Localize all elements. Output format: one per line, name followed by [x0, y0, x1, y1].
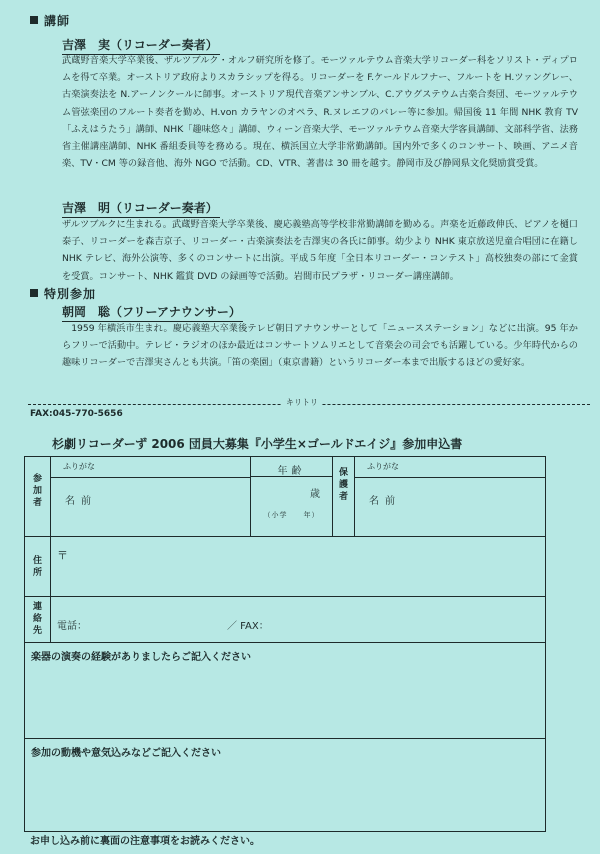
- address-label-text: 住所: [32, 556, 42, 578]
- square-bullet-icon: [30, 16, 38, 24]
- special-heading-text: 特別参加: [44, 287, 97, 301]
- special-heading: [30, 285, 96, 302]
- participant-name-cell[interactable]: [51, 457, 251, 537]
- tel-label: 電話：: [57, 621, 87, 632]
- contact-field[interactable]: [51, 597, 546, 643]
- special-guest-name: 朝岡 聡（フリーアナウンサー）: [62, 303, 243, 322]
- guardian-label: [333, 457, 355, 537]
- age-cell[interactable]: [251, 457, 333, 537]
- participant-label-text: 参加者: [32, 474, 42, 508]
- guardian-name-cell[interactable]: [355, 457, 546, 537]
- age-label: 年齢: [251, 457, 332, 477]
- contact-label-text: 連絡先: [32, 602, 42, 636]
- motivation-prompt: 参加の動機や意気込みなどご記入ください: [31, 748, 221, 759]
- experience-field[interactable]: [25, 643, 546, 739]
- address-field[interactable]: [51, 537, 546, 597]
- instructor-1-name: 吉澤 実（リコーダー奏者）: [62, 36, 220, 55]
- guardian-name-label: 名前: [369, 496, 401, 507]
- instructor-2-bio: ザルツブルクに生まれる。武蔵野音楽大学卒業後、慶応義塾高等学校非常勤講師を勤める。声楽を近藤政伸氏、ピアノを樋口泰子、リコーダーを森吉京子、リコーダー・古楽演奏法を吉澤実の各氏に師事。幼少より NHK 東京放送児童合唱団に在籍し NHK テレビ、海外公演等、多くのコンサートに出演。平成５年度「全日本リコーダー・コンテスト」高校独奏の部にて金賞を受賞。コンサート、NHK 鑑賞 DVD の録画等で活動。岩間市民プラザ・リコーダー講座講師。: [62, 219, 578, 282]
- age-unit: 歳: [310, 489, 320, 500]
- address-label: [25, 537, 51, 597]
- participant-furigana-label: ふりがな: [51, 457, 250, 478]
- square-bullet-icon: [30, 289, 38, 297]
- cut-line-label: キリトリ: [282, 397, 322, 408]
- application-form: [24, 456, 546, 832]
- special-guest-bio: 1959 年横浜市生まれ。慶応義塾大卒業後テレビ朝日アナウンサーとして「ニュースステーション」などに出演。95 年からフリーで活動中。テレビ・ラジオのほか最近はコンサートソムリエとして音楽会の司会でも活躍している。少年時代からの趣味リコーダーで吉澤実さんとも共演。「笛の楽園」（東京書籍）というリコーダー本まで出版するほどの愛好家。: [62, 323, 578, 369]
- contact-row: [51, 597, 545, 632]
- bottom-note: お申し込み前に裏面の注意事項をお読みください。: [30, 836, 260, 847]
- participant-name-label: 名前: [65, 496, 97, 507]
- postal-mark: 〒: [57, 549, 68, 562]
- motivation-field[interactable]: [25, 739, 546, 832]
- guardian-furigana-label: ふりがな: [355, 457, 545, 478]
- grade-label: （小学 年）: [263, 511, 320, 519]
- fax-number: FAX:045-770-5656: [30, 409, 123, 419]
- instructors-heading: [30, 12, 70, 29]
- guardian-label-text: 保護者: [338, 468, 348, 502]
- contact-label: [25, 597, 51, 643]
- fax-label: ／ FAX：: [227, 621, 269, 632]
- instructors-heading-text: 講師: [44, 14, 71, 28]
- instructor-2-name: 吉澤 明（リコーダー奏者）: [62, 199, 220, 218]
- experience-prompt: 楽器の演奏の経験がありましたらご記入ください: [31, 652, 251, 663]
- participant-label: [25, 457, 51, 537]
- instructor-1-bio: 武蔵野音楽大学卒業後、ザルツブルク・オルフ研究所を修了。モーツァルテウム音楽大学リコーダー科をソリスト・ディプロムを得て卒業。オーストリア政府よりスカラシップを得る。リコーダーを F.ケールドルフナー、フルートを H.ツァングレー、古楽演奏法を N.アーノンクールに師事。オーストリア現代音楽アンサンブル、C.アウグステウム古楽合奏団、モーツァルテウム管弦楽団のフルート奏者を勤め、H.von カラヤンのオペラ、R.ヌレエフのバレー等に参加。帰国後 11 年間 NHK 教育 TV「ふえはうたう」講師、NHK「趣味悠々」講師、ウィーン音楽大学、モーツァルテウム音楽大学客員講師、文部科学省、法務省主催講座講師、NHK 番組委員等を務める。現在、横浜国立大学非常勤講師。国内外で多くのコンサート、映画、アニメ音楽、TV・CM 等の録音他、海外 NGO で活動。CD、VTR、著書は 30 冊を越す。静岡市及び静岡県文化奨励賞受賞。: [62, 55, 578, 170]
- form-title: 杉劇リコーダーず 2006 団員大募集『小学生×ゴールドエイジ』参加申込書: [52, 437, 463, 451]
